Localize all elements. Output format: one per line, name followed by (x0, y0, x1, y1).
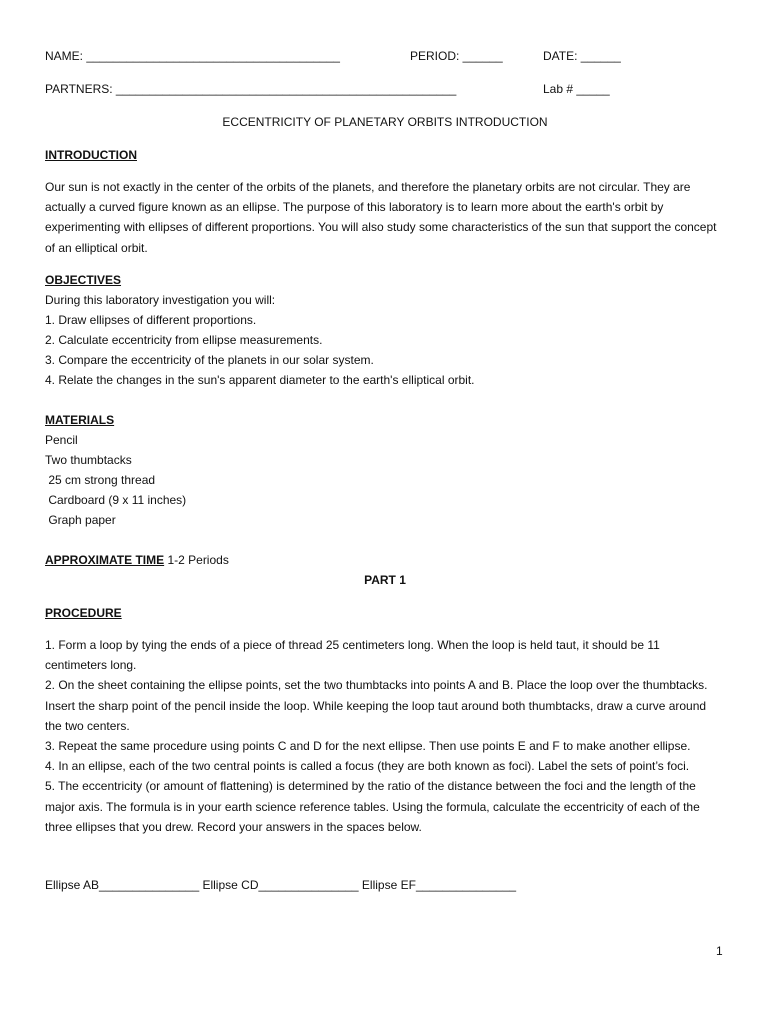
name-field[interactable]: NAME: ______________________________________ (45, 49, 340, 63)
lab-number-field[interactable]: Lab # _____ (543, 82, 610, 96)
material-item: Cardboard (9 x 11 inches) (45, 493, 187, 507)
page-title: ECCENTRICITY OF PLANETARY ORBITS INTRODUCTION (222, 115, 548, 129)
page-number: 1 (716, 944, 723, 958)
procedure-step: 2. On the sheet containing the ellipse points, set the two thumbtacks into points A and B. Place the loop over the thumbtacks. Insert the sharp point of the pencil inside the loop. While keeping the loop taut around both thumbtacks, draw a curve around the two centers. (45, 678, 708, 733)
objectives-lead: During this laboratory investigation you will: (45, 293, 276, 307)
partners-field[interactable]: PARTNERS: ___________________________________________________ (45, 82, 457, 96)
material-item: Two thumbtacks (45, 453, 132, 467)
date-field[interactable]: DATE: ______ (543, 49, 621, 63)
period-field[interactable]: PERIOD: ______ (410, 49, 503, 63)
procedure-step: 3. Repeat the same procedure using points C and D for the next ellipse. Then use points E and F to make another ellipse. (45, 739, 691, 754)
ellipse-answers[interactable]: Ellipse AB_______________ Ellipse CD_______________ Ellipse EF_______________ (45, 878, 517, 892)
material-item: Graph paper (45, 513, 116, 527)
objective-item: 3. Compare the eccentricity of the planets in our solar system. (45, 353, 374, 367)
procedure-step: 1. Form a loop by tying the ends of a piece of thread 25 centimeters long. When the loop is held taut, it should be 11 centimeters long. (45, 638, 660, 673)
procedure-heading: PROCEDURE (45, 606, 122, 620)
approximate-time-value: 1-2 Periods (164, 553, 229, 567)
introduction-paragraph: Our sun is not exactly in the center of the orbits of the planets, and therefore the planetary orbits are not circular. They are actually a curved figure known as an ellipse. The purpose of this laboratory is to learn more about the earth's orbit by experimenting with ellipses of different proportions. You will also study some characteristics of the sun that support the concept of an elliptical orbit. (45, 180, 717, 255)
approximate-time-label: APPROXIMATE TIME (45, 553, 165, 567)
procedure-step: 5. The eccentricity (or amount of flattening) is determined by the ratio of the distance between the foci and the length of the major axis. The formula is in your earth science reference tables. Using the formula, calculate the eccentricity of each of the three ellipses that you drew. Record your answers in the spaces below. (45, 779, 700, 834)
introduction-heading: INTRODUCTION (45, 148, 137, 162)
objective-item: 1. Draw ellipses of different proportions. (45, 313, 257, 327)
procedure-step: 4. In an ellipse, each of the two central points is called a focus (they are both known as foci). Label the sets of point’s foci. (45, 759, 690, 774)
approximate-time (45, 550, 229, 570)
material-item: 25 cm strong thread (45, 473, 156, 487)
objective-item: 4. Relate the changes in the sun's apparent diameter to the earth's elliptical orbit. (45, 373, 475, 387)
material-item: Pencil (45, 433, 78, 447)
procedure-steps (45, 635, 725, 837)
materials-heading: MATERIALS (45, 413, 115, 427)
introduction-text (45, 177, 725, 258)
part-heading: PART 1 (364, 573, 406, 587)
objectives-heading: OBJECTIVES (45, 273, 122, 287)
objective-item: 2. Calculate eccentricity from ellipse measurements. (45, 333, 323, 347)
